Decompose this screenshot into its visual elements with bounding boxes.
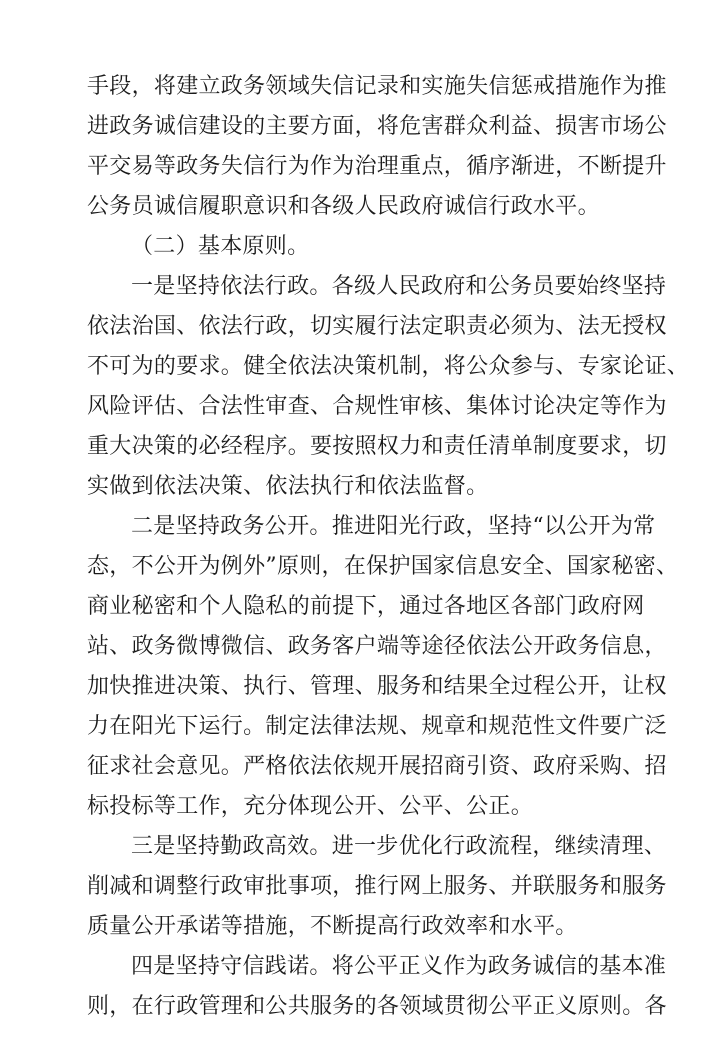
paragraph-line: 二是坚持政务公开。推进阳光行政，坚持“以公开为常 <box>131 514 656 539</box>
paragraph-line: 四是坚持守信践诺。将公平正义作为政务诚信的基本准 <box>131 954 667 979</box>
paragraph-line: 三是坚持勤政高效。进一步优化行政流程，继续清理、 <box>131 834 667 859</box>
paragraph-line: 平交易等政务失信行为作为治理重点，循序渐进，不断提升 <box>87 154 667 179</box>
paragraph-line: 一是坚持依法行政。各级人民政府和公务员要始终坚持 <box>131 274 667 299</box>
paragraph-line: 风险评估、合法性审查、合规性审核、集体讨论决定等作为 <box>87 394 667 419</box>
paragraph-line: 标投标等工作，充分体现公开、公平、公正。 <box>87 794 534 819</box>
paragraph-line: 实做到依法决策、依法执行和依法监督。 <box>87 474 489 499</box>
paragraph-line: 进政务诚信建设的主要方面，将危害群众利益、损害市场公 <box>87 114 667 139</box>
paragraph-line: 依法治国、依法行政，切实履行法定职责必须为、法无授权 <box>87 314 667 339</box>
paragraph-line: 力在阳光下运行。制定法律法规、规章和规范性文件要广泛 <box>87 714 667 739</box>
paragraph-line: 商业秘密和个人隐私的前提下，通过各地区各部门政府网 <box>87 594 645 619</box>
paragraph-line: 态，不公开为例外”原则，在保护国家信息安全、国家秘密、 <box>87 554 679 579</box>
paragraph-line: 质量公开承诺等措施，不断提高行政效率和水平。 <box>87 914 578 939</box>
paragraph-line: 征求社会意见。严格依法依规开展招商引资、政府采购、招 <box>87 754 667 779</box>
paragraph-line: 不可为的要求。健全依法决策机制，将公众参与、专家论证、 <box>87 354 690 379</box>
paragraph-line: 则，在行政管理和公共服务的各领域贯彻公平正义原则。各 <box>87 994 667 1019</box>
paragraph-line: 手段，将建立政务领域失信记录和实施失信惩戒措施作为推 <box>87 74 667 99</box>
section-heading: （二）基本原则。 <box>131 234 310 259</box>
paragraph-line: 重大决策的必经程序。要按照权力和责任清单制度要求，切 <box>87 434 667 459</box>
paragraph-line: 加快推进决策、执行、管理、服务和结果全过程公开，让权 <box>87 674 667 699</box>
paragraph-line: 公务员诚信履职意识和各级人民政府诚信行政水平。 <box>87 194 600 219</box>
paragraph-line: 站、政务微博微信、政务客户端等途径依法公开政务信息， <box>87 634 667 659</box>
paragraph-line: 削减和调整行政审批事项，推行网上服务、并联服务和服务 <box>87 874 667 899</box>
